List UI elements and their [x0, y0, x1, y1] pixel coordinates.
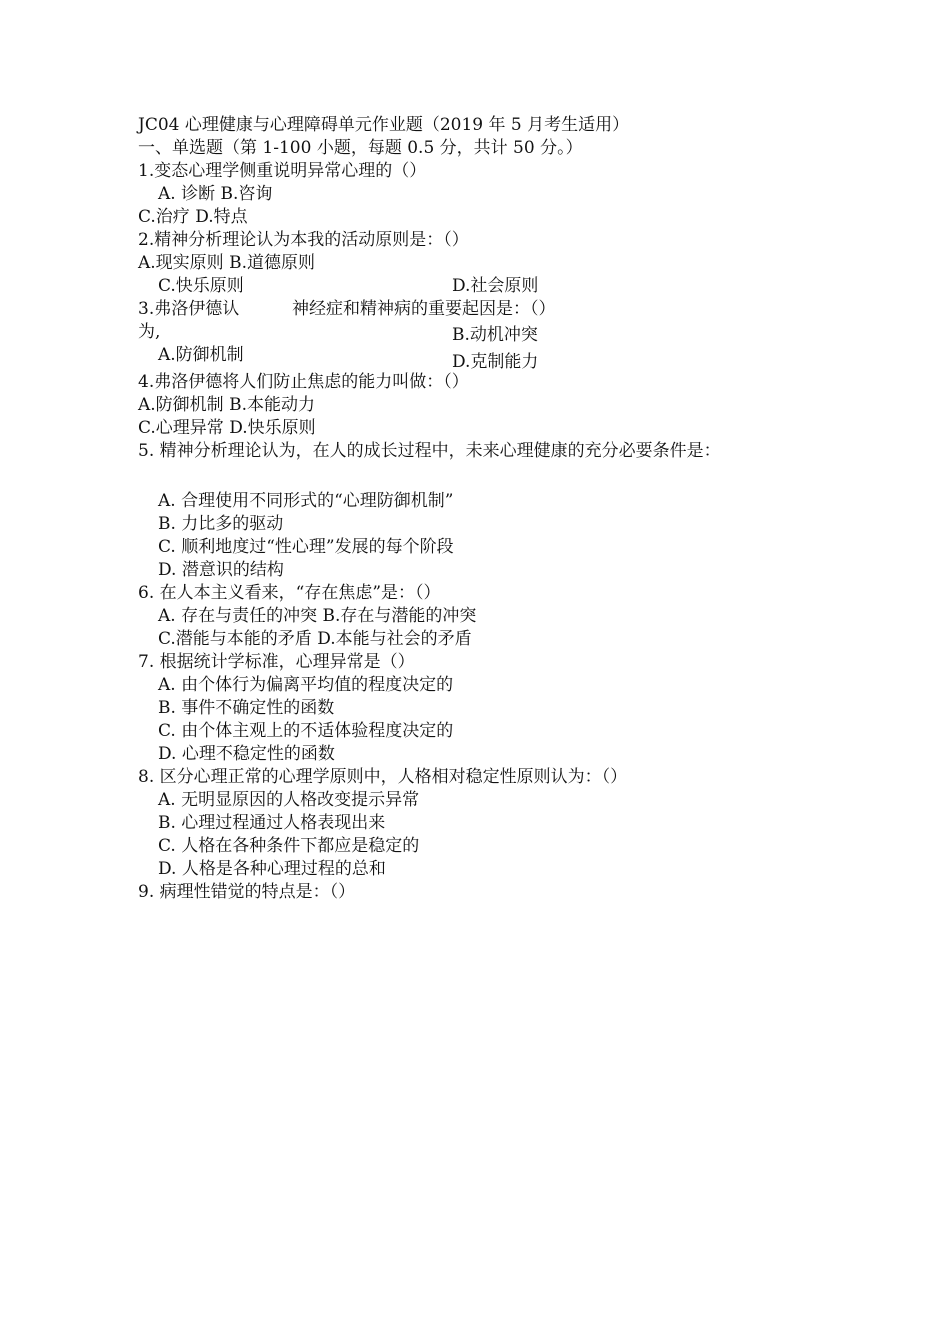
- question-8-option-c: C. 人格在各种条件下都应是稳定的: [158, 836, 420, 856]
- question-4-option-cd: C.心理异常 D.快乐原则: [138, 418, 316, 438]
- question-2-stem: 2.精神分析理论认为本我的活动原则是：（）: [138, 230, 469, 250]
- question-3-stem-part-1: 3.弗洛伊德认: [138, 299, 240, 319]
- question-7-option-c: C. 由个体主观上的不适体验程度决定的: [158, 721, 454, 741]
- question-7-option-d: D. 心理不稳定性的函数: [158, 744, 335, 764]
- question-3-option-a: A.防御机制: [158, 345, 244, 365]
- question-2-option-ab: A.现实原则 B.道德原则: [138, 253, 315, 273]
- question-6-option-ab: A. 存在与责任的冲突 B.存在与潜能的冲突: [158, 606, 477, 626]
- question-8-option-b: B. 心理过程通过人格表现出来: [158, 813, 386, 833]
- question-3-option-b: B.动机冲突: [452, 325, 538, 345]
- question-8-option-a: A. 无明显原因的人格改变提示异常: [158, 790, 420, 810]
- question-5-option-d: D. 潜意识的结构: [158, 560, 284, 580]
- question-7-option-a: A. 由个体行为偏离平均值的程度决定的: [158, 675, 454, 695]
- question-4-stem: 4.弗洛伊德将人们防止焦虑的能力叫做：（）: [138, 372, 469, 392]
- question-5-stem: 5. 精神分析理论认为，在人的成长过程中，未来心理健康的充分必要条件是：: [138, 441, 721, 461]
- question-8-stem: 8. 区分心理正常的心理学原则中，人格相对稳定性原则认为：（）: [138, 767, 628, 787]
- question-6-stem: 6. 在人本主义看来，“存在焦虑”是：（）: [138, 583, 441, 603]
- question-7-stem: 7. 根据统计学标准，心理异常是（）: [138, 652, 415, 672]
- question-6-option-cd: C.潜能与本能的矛盾 D.本能与社会的矛盾: [158, 629, 472, 649]
- question-4-option-ab: A.防御机制 B.本能动力: [138, 395, 315, 415]
- question-5-option-a: A. 合理使用不同形式的“心理防御机制”: [158, 491, 454, 511]
- question-3-option-d: D.克制能力: [452, 352, 539, 372]
- question-3-stem-part-3: 神经症和精神病的重要起因是：（）: [292, 299, 556, 319]
- question-8-option-d: D. 人格是各种心理过程的总和: [158, 859, 386, 879]
- question-2-option-d: D.社会原则: [452, 276, 539, 296]
- section-heading: 一、单选题（第 1-100 小题，每题 0.5 分，共计 50 分。）: [138, 138, 583, 158]
- document-title: JC04 心理健康与心理障碍单元作业题（2019 年 5 月考生适用）: [138, 115, 630, 135]
- question-5-option-c: C. 顺利地度过“性心理”发展的每个阶段: [158, 537, 454, 557]
- question-1-stem: 1.变态心理学侧重说明异常心理的（）: [138, 161, 427, 181]
- question-2-option-c: C.快乐原则: [158, 276, 244, 296]
- question-1-option-cd: C.治疗 D.特点: [138, 207, 248, 227]
- question-5-option-b: B. 力比多的驱动: [158, 514, 284, 534]
- question-3-stem-part-2: 为,: [138, 322, 161, 342]
- question-7-option-b: B. 事件不确定性的函数: [158, 698, 335, 718]
- question-1-option-ab: A. 诊断 B.咨询: [158, 184, 273, 204]
- question-9-stem: 9. 病理性错觉的特点是：（）: [138, 882, 356, 902]
